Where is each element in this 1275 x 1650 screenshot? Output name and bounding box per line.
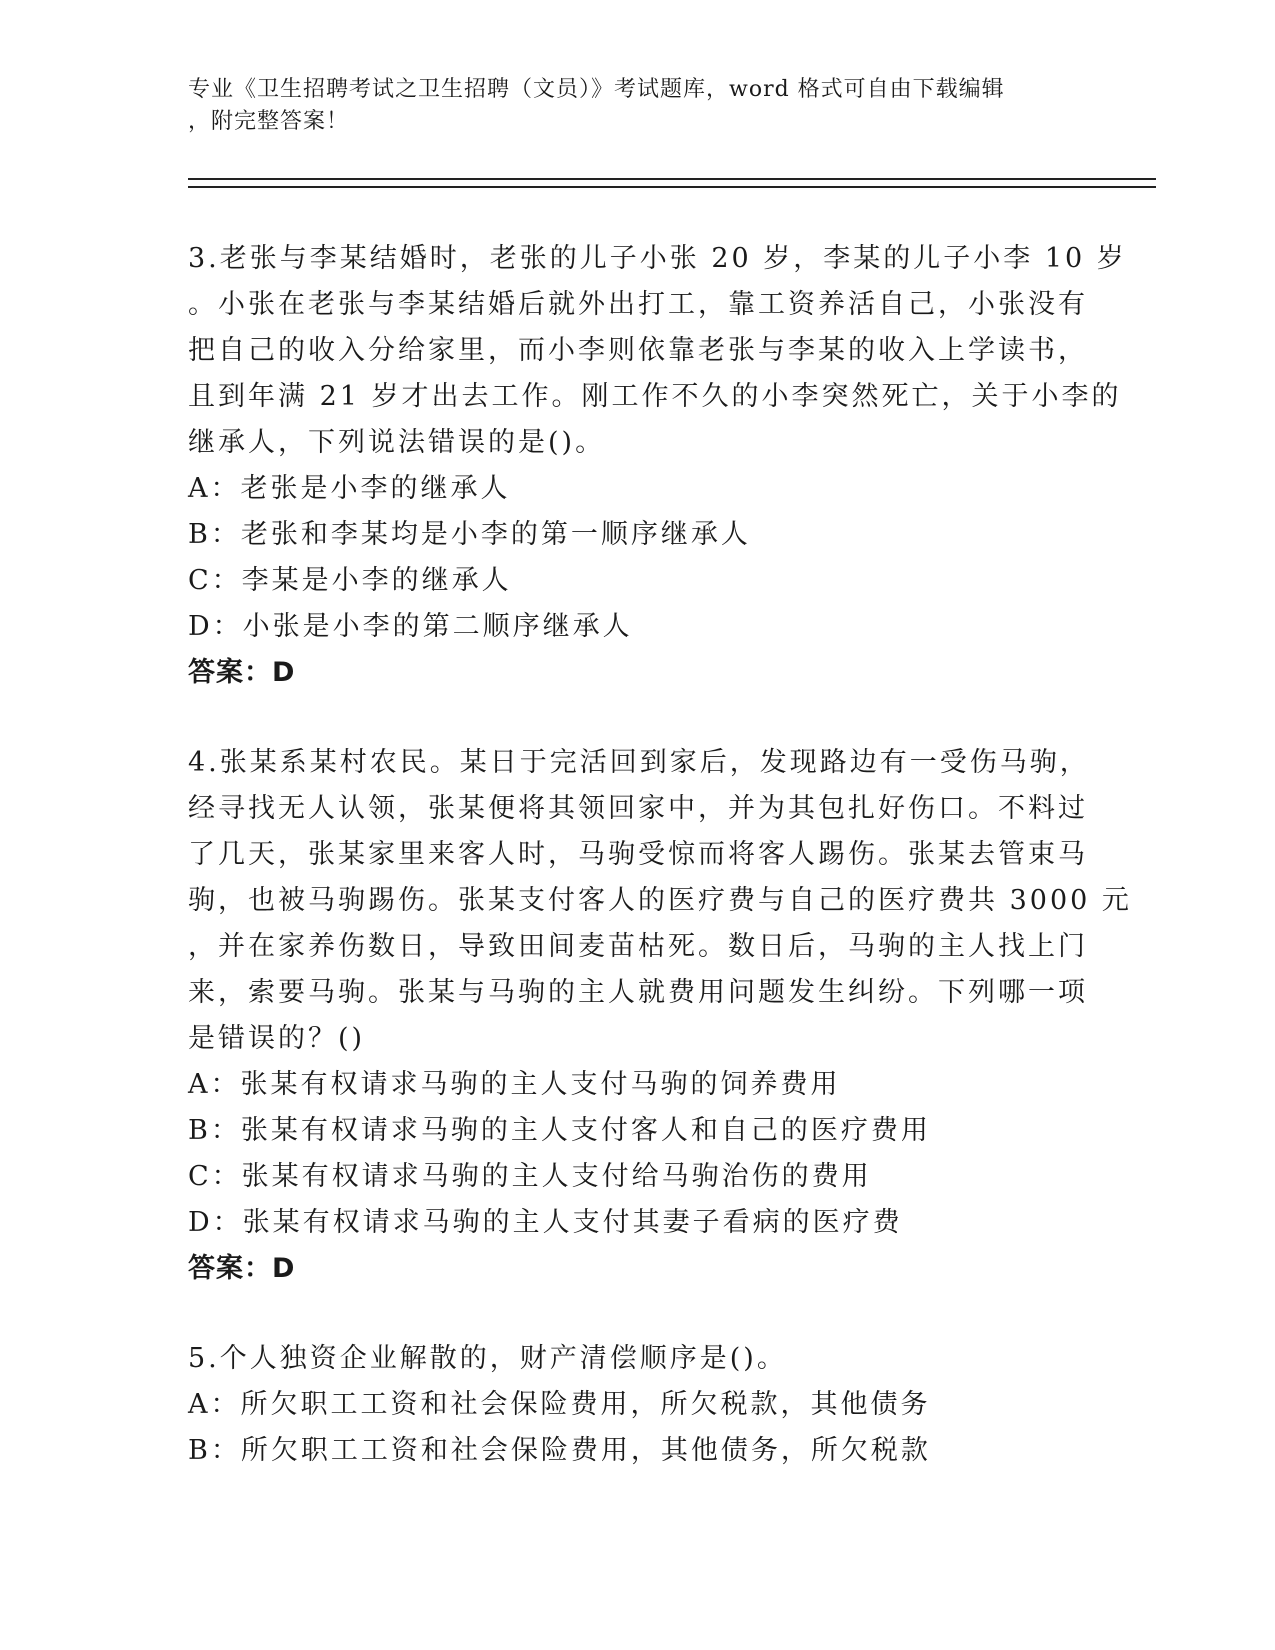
question-stem-line: 4.张某系某村农民。某日于完活回到家后，发现路边有一受伤马驹， [188, 747, 1090, 778]
option-a: A：老张是小李的继承人 [188, 473, 511, 504]
question-3 [188, 236, 1127, 696]
page-header [188, 74, 1068, 138]
question-stem-line: 了几天，张某家里来客人时，马驹受惊而将客人踢伤。张某去管束马 [188, 839, 1088, 870]
question-stem-line: ，并在家养伤数日，导致田间麦苗枯死。数日后，马驹的主人找上门 [188, 931, 1088, 962]
header-line: ，附完整答案！ [188, 109, 350, 134]
question-stem-line: 。小张在老张与李某结婚后就外出打工，靠工资养活自己，小张没有 [188, 289, 1088, 320]
question-stem-line: 5.个人独资企业解散的，财产清偿顺序是()。 [188, 1343, 787, 1374]
option-b: B：所欠职工工资和社会保险费用，其他债务，所欠税款 [188, 1435, 931, 1466]
question-stem-line: 且到年满 21 岁才出去工作。刚工作不久的小李突然死亡，关于小李的 [188, 381, 1122, 412]
header-double-rule [188, 178, 1156, 188]
header-line: 专业《卫生招聘考试之卫生招聘（文员）》考试题库，word 格式可自由下载编辑 [188, 77, 1005, 102]
question-stem-line: 3.老张与李某结婚时，老张的儿子小张 20 岁，李某的儿子小李 10 岁 [188, 243, 1127, 274]
option-a: A：张某有权请求马驹的主人支付马驹的饲养费用 [188, 1069, 841, 1100]
answer-label: 答案：D [188, 1253, 296, 1284]
question-stem-line: 驹，也被马驹踢伤。张某支付客人的医疗费与自己的医疗费共 3000 元 [188, 885, 1132, 916]
question-list [188, 236, 1132, 1518]
question-4 [188, 740, 1132, 1292]
option-d: D：小张是小李的第二顺序继承人 [188, 611, 633, 642]
answer-label: 答案：D [188, 657, 296, 688]
option-b: B：张某有权请求马驹的主人支付客人和自己的医疗费用 [188, 1115, 931, 1146]
question-stem-line: 经寻找无人认领，张某便将其领回家中，并为其包扎好伤口。不料过 [188, 793, 1088, 824]
question-5 [188, 1336, 1088, 1474]
option-d: D：张某有权请求马驹的主人支付其妻子看病的医疗费 [188, 1207, 903, 1238]
question-stem-line: 是错误的？() [188, 1023, 366, 1054]
option-a: A：所欠职工工资和社会保险费用，所欠税款，其他债务 [188, 1389, 931, 1420]
question-stem-line: 来，索要马驹。张某与马驹的主人就费用问题发生纠纷。下列哪一项 [188, 977, 1088, 1008]
option-b: B：老张和李某均是小李的第一顺序继承人 [188, 519, 751, 550]
option-c: C：张某有权请求马驹的主人支付给马驹治伤的费用 [188, 1161, 872, 1192]
question-stem-line: 把自己的收入分给家里，而小李则依靠老张与李某的收入上学读书， [188, 335, 1088, 366]
question-stem-line: 继承人，下列说法错误的是()。 [188, 427, 606, 458]
option-c: C：李某是小李的继承人 [188, 565, 512, 596]
